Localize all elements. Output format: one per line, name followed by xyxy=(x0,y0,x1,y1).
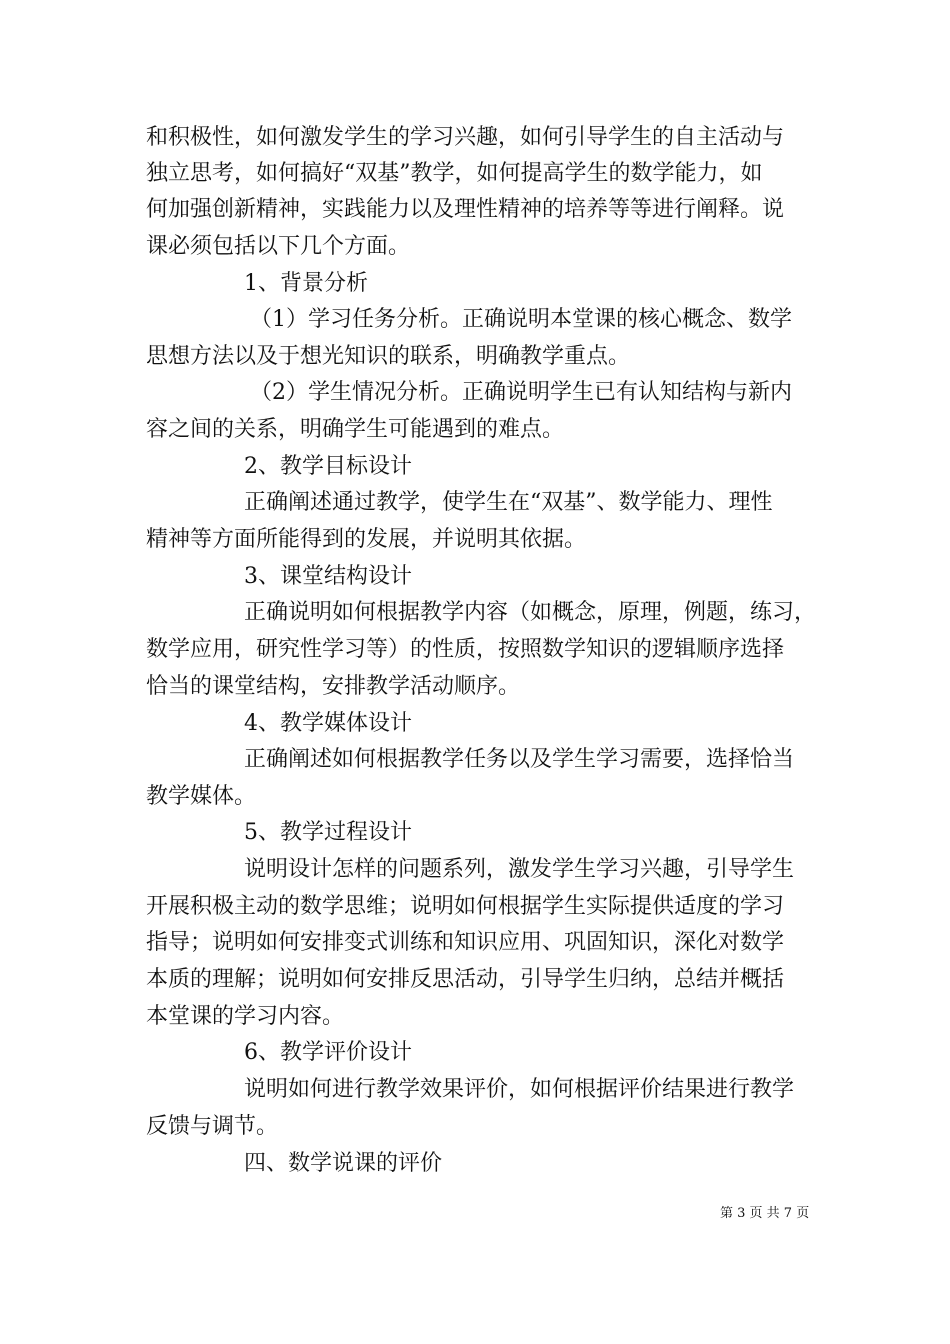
body-line: 课必须包括以下几个方面。 xyxy=(146,234,411,259)
body-line: 说明如何进行教学效果评价，如何根据评价结果进行教学 xyxy=(244,1077,795,1102)
body-line: 精神等方面所能得到的发展，并说明其依据。 xyxy=(146,527,587,552)
body-line: 容之间的关系，明确学生可能遇到的难点。 xyxy=(146,417,565,442)
body-line: 教学媒体。 xyxy=(146,784,257,809)
section-heading-3: 3、课堂结构设计 xyxy=(244,564,412,589)
body-line: 说明设计怎样的问题系列，激发学生学习兴趣，引导学生 xyxy=(244,857,795,882)
body-line: 恰当的课堂结构，安排教学活动顺序。 xyxy=(146,674,521,699)
body-line: 正确阐述如何根据教学任务以及学生学习需要，选择恰当 xyxy=(244,747,795,772)
body-line: 开展积极主动的数学思维；说明如何根据学生实际提供适度的学习 xyxy=(146,894,785,919)
body-line: （1）学习任务分析。正确说明本堂课的核心概念、数学 xyxy=(250,307,792,332)
chapter-heading-4: 四、数学说课的评价 xyxy=(244,1151,443,1176)
body-line: 思想方法以及于想光知识的联系，明确教学重点。 xyxy=(146,344,631,369)
section-heading-5: 5、教学过程设计 xyxy=(244,820,412,845)
body-line: 和积极性，如何激发学生的学习兴趣，如何引导学生的自主活动与 xyxy=(146,125,785,150)
body-line: （2）学生情况分析。正确说明学生已有认知结构与新内 xyxy=(250,380,792,405)
body-line: 本堂课的学习内容。 xyxy=(146,1004,345,1029)
body-line: 独立思考，如何搞好“双基”教学，如何提高学生的数学能力，如 xyxy=(146,161,763,186)
section-heading-2: 2、教学目标设计 xyxy=(244,454,412,479)
body-line: 本质的理解；说明如何安排反思活动，引导学生归纳，总结并概括 xyxy=(146,967,785,992)
body-line: 数学应用，研究性学习等）的性质，按照数学知识的逻辑顺序选择 xyxy=(146,637,785,662)
body-line: 指导；说明如何安排变式训练和知识应用、巩固知识，深化对数学 xyxy=(146,930,785,955)
section-heading-4: 4、教学媒体设计 xyxy=(244,711,412,736)
body-line: 正确说明如何根据教学内容（如概念，原理，例题，练习， xyxy=(244,600,817,625)
section-heading-1: 1、背景分析 xyxy=(244,271,368,296)
section-heading-6: 6、教学评价设计 xyxy=(244,1040,412,1065)
body-line: 何加强创新精神，实践能力以及理性精神的培养等等进行阐释。说 xyxy=(146,197,785,222)
body-line: 正确阐述通过教学，使学生在“双基”、数学能力、理性 xyxy=(244,490,773,515)
body-line: 反馈与调节。 xyxy=(146,1114,279,1139)
page-number-footer: 第 3 页 共 7 页 xyxy=(720,1206,810,1221)
